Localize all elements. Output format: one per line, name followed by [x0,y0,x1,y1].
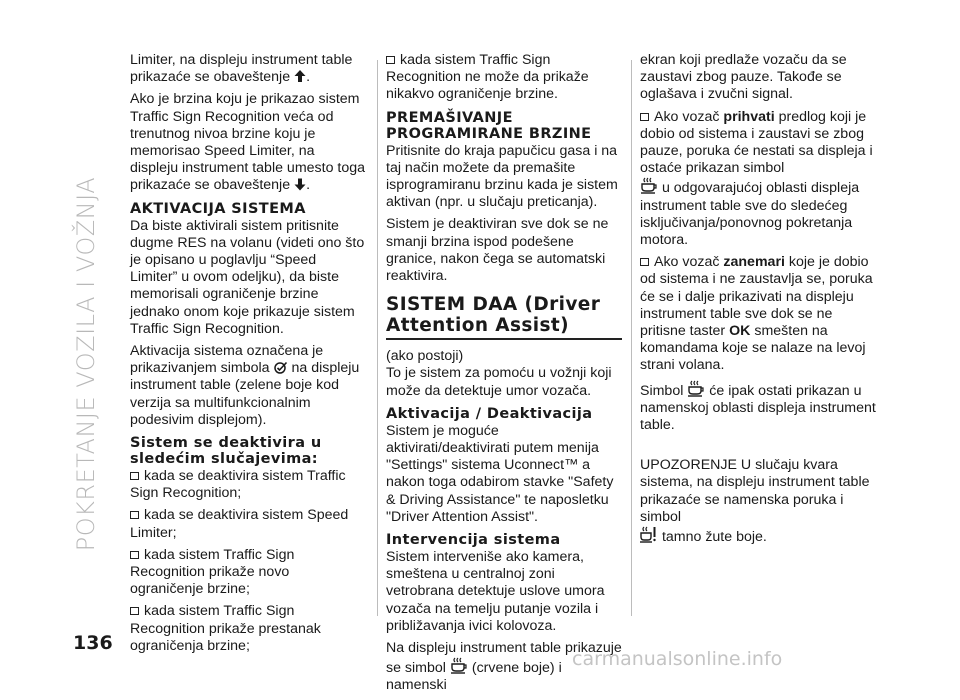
text: na displeju instrument table (zelene boje kod verzija sa multifunkcionalnim podesivim displejom). [130,360,360,428]
text: smešten na komandama koje se nalaze na levoj strani volana. [640,323,866,374]
paragraph: Sistem je moguće aktivirati/deaktivirati putem menija "Settings" sistema Uconnect™ a nakon toga odabirom stavke "Safety & Driving Assistance" te naposletku "Driver Attention Assist". [386,422,614,525]
bullet-square-icon [130,607,139,615]
column-divider [377,60,378,616]
text: Limiter, na displeju instrument table prikazaće se obaveštenje [130,52,353,86]
text: Ako je brzina koju je prikazao sistem Traffic Sign Recognition veća od trenutnog nivoa brzine koju je memorisao Speed Limiter, na displeju instrument table umesto toga prikazaće se obaveštenje [130,91,366,194]
column-middle [386,52,622,700]
list-item [640,254,880,374]
chapter-side-title: POKRETANJE VOZILA I VOŽNJA [72,176,100,552]
section-heading-aktivacija: AKTIVACIJA SISTEMA [130,200,306,217]
text: Na displeju instrument table prikazuje se simbol [386,640,622,677]
emphasis-text: zanemari [723,254,785,271]
ok-key-label: OK [729,323,751,340]
paragraph [130,343,366,429]
list-item [640,109,880,250]
text: predlog koji je dobio od sistema i zaustavi se zbog pauze, poruka će nestati sa displeja i ostaće prikazan simbol [640,108,873,177]
paragraph [640,380,880,435]
column-divider [631,60,632,616]
paragraph [130,91,366,194]
paragraph: Sistem je deaktiviran sve dok se ne smanji brzina ispod podešene granice, nakon čega se automatski reaktivira. [386,216,609,285]
text: Aktivacija sistema označena je prikazivanjem simbola [130,343,324,377]
bullet-square-icon [130,511,139,519]
text: će ipak ostati prikazan u namenskoj oblasti displeja instrument table. [640,382,876,434]
text: kada se deaktivira sistem Speed Limiter; [130,507,349,541]
text: (crvene boje) i namenski [386,660,562,694]
paragraph: (ako postoji) [386,348,464,365]
section-heading-deaktivacija: Sistem se deaktivira u sledećim slučajevima: [130,435,322,468]
text: kada se deaktivira sistem Traffic Sign Recognition; [130,468,346,502]
paragraph [130,52,366,86]
warning-triangle-icon [294,70,306,83]
paragraph: Pritisnite do kraja papučicu gasa i na taj način možete da premašite isprogramiranu brzinu kada je sistem aktivan (npr. u slučaju preticanja). [386,142,618,211]
text: Ako vozač [654,254,720,271]
section-heading-intervencija: Intervencija sistema [386,532,561,549]
text: tamno žute boje. [661,529,767,546]
section-title-daa: SISTEM DAA (Driver Attention Assist) [386,294,622,340]
text: kada sistem Traffic Sign Recognition ne može da prikaže nikakvo ograničenje brzine. [386,52,589,103]
text: . [306,69,311,86]
section-heading-aktivacija-deaktivacija: Aktivacija / Deaktivacija [386,405,593,422]
coffee-cup-icon [687,380,705,397]
list-item [386,52,622,104]
coffee-cup-icon [450,657,468,674]
paragraph: Sistem interveniše ako kamera, smeštena u centralnoj zoni vetrobrana detektuje uslove umora vozača na temelju putanje vozila i približavanja ivici kolovoza. [386,549,605,634]
list-item [130,468,366,502]
bullet-square-icon [130,551,139,559]
text: Simbol [640,382,684,399]
list-item [130,603,366,655]
coffee-cup-icon [640,177,658,194]
text: kada sistem Traffic Sign Recognition prikaže prestanak ograničenja brzine; [130,603,321,654]
text: u odgovarajućoj oblasti displeja instrument table sve do sledećeg isključivanja/ponovnog pokretanja motora. [640,180,860,249]
bullet-square-icon [640,113,649,121]
paragraph: Da biste aktivirali sistem pritisnite dugme RES na volanu (videti ono što je opisano u poglavlju “Speed Limiter” u ovom odeljku), da biste memorisali ograničenje brzine jednako onom koje prikazuje sistem Traffic Sign Recognition. [130,217,365,337]
text: Ako vozač [654,108,720,125]
spacer [640,439,880,457]
text: UPOZORENJE U slučaju kvara sistema, na displeju instrument table prikazaće se namenska poruka i simbol [640,457,870,525]
page-number: 136 [73,632,113,654]
emphasis-text: prihvati [723,108,775,125]
section-heading-premasivanje: PREMAŠIVANJE PROGRAMIRANE BRZINE [386,109,592,142]
warning-paragraph [640,457,880,546]
bullet-square-icon [386,56,395,64]
text: koje je dobio od sistema i ne zaustavlja se, poruka će se i dalje prikazivati na displeju instrument table sve dok se ne pritisne taster [640,254,873,340]
check-icon [274,361,288,374]
column-right [640,52,880,551]
text: kada sistem Traffic Sign Recognition prikaže novo ograničenje brzine; [130,546,295,598]
column-left [130,52,366,660]
paragraph: ekran koji predlaže vozaču da se zaustavi zbog pauze. Takođe se oglašava i zvučni signal. [640,52,847,103]
text: . [306,177,311,194]
coffee-cup-warning-icon [640,526,658,543]
bullet-square-icon [130,472,139,480]
bullet-square-icon [640,258,649,266]
list-item [130,547,366,599]
watermark: carmanualsonline.info [572,648,783,670]
list-item [130,507,366,541]
warning-triangle-icon [294,178,306,191]
paragraph: To je sistem za pomoću u vožnji koji može da detektuje umor vozača. [386,365,612,399]
